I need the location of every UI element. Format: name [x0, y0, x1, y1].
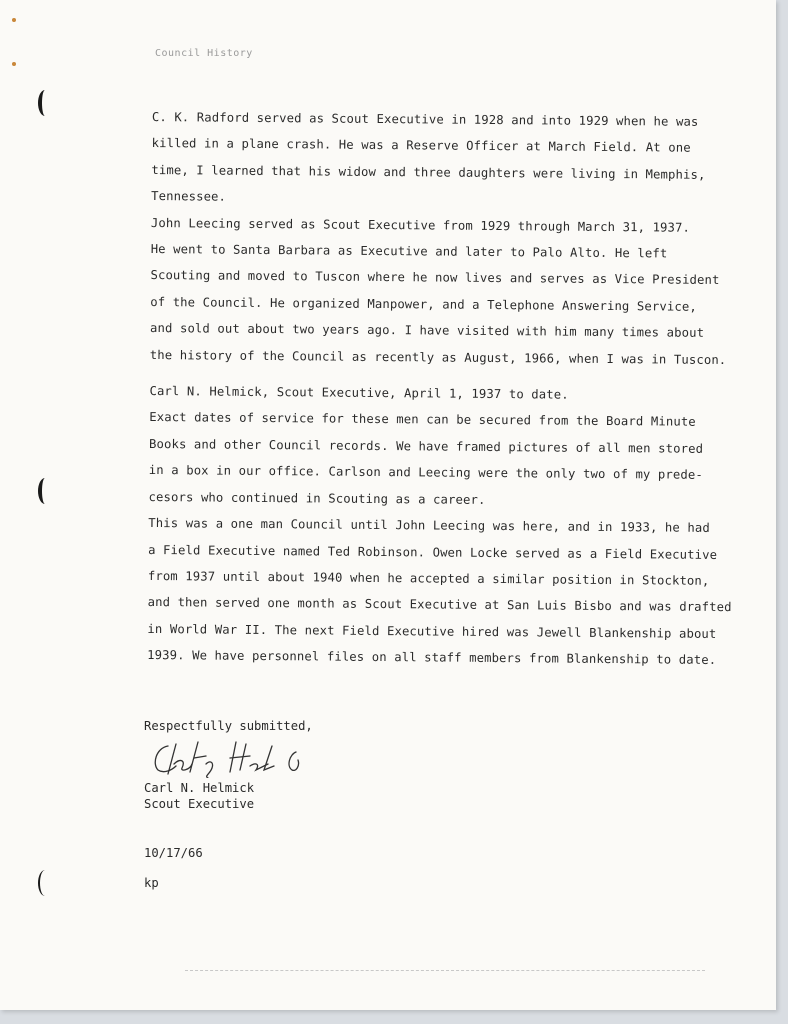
- text-line: and sold out about two years ago. I have visited with him many times about: [149, 321, 705, 341]
- punch-hole-icon: [38, 90, 52, 116]
- page-edge-mark: [185, 970, 705, 971]
- text-line: from 1937 until about 1940 when he accepted a similar position in Stockton,: [147, 568, 710, 588]
- signer-title: Scout Executive: [144, 797, 255, 811]
- text-line: and then served one month as Scout Executive at San Luis Bisbo and was drafted: [147, 595, 732, 615]
- text-line: Books and other Council records. We have framed pictures of all men stored: [148, 436, 704, 456]
- stain-mark: [12, 62, 16, 66]
- document-date: 10/17/66: [144, 846, 203, 860]
- text-line: in a box in our office. Carlson and Leecing were the only two of my prede-: [148, 463, 703, 483]
- text-line: C. K. Radford served as Scout Executive in 1928 and into 1929 when he was: [151, 109, 699, 129]
- closing-salutation: Respectfully submitted,: [144, 719, 313, 733]
- signer-name: Carl N. Helmick: [144, 781, 255, 795]
- text-line: time, I learned that his widow and three daughters were living in Memphis,: [151, 162, 706, 182]
- handwritten-signature-icon: [146, 736, 316, 778]
- text-line: killed in a plane crash. He was a Reserve Officer at March Field. At one: [151, 136, 691, 156]
- text-line: the history of the Council as recently as August, 1966, when I was in Tuscon.: [149, 347, 727, 367]
- typist-initials: kp: [144, 876, 159, 890]
- text-line: Exact dates of service for these men can be secured from the Board Minute: [149, 410, 696, 430]
- text-line: Scouting and moved to Tuscon where he now lives and serves as Vice President: [150, 268, 720, 288]
- document-header: Council History: [155, 48, 253, 59]
- text-line: of the Council. He organized Manpower, and a Telephone Answering Service,: [150, 294, 697, 314]
- text-line: John Leecing served as Scout Executive from 1929 through March 31, 1937.: [150, 215, 691, 235]
- punch-hole-icon: [38, 478, 52, 504]
- text-line: a Field Executive named Ted Robinson. Owen Locke served as a Field Executive: [148, 542, 718, 562]
- text-line: in World War II. The next Field Executive hired was Jewell Blankenship about: [147, 621, 717, 641]
- text-line: He went to Santa Barbara as Executive and later to Palo Alto. He left: [150, 242, 668, 261]
- punch-hole-icon: [38, 870, 52, 896]
- document-body: [147, 104, 732, 673]
- text-line: cesors who continued in Scouting as a career.: [148, 489, 486, 507]
- stain-mark: [12, 18, 16, 22]
- signature-block: [144, 718, 316, 812]
- text-line: Carl N. Helmick, Scout Executive, April 1, 1937 to date.: [149, 384, 569, 402]
- text-line: Tennessee.: [151, 189, 227, 204]
- text-line: This was a one man Council until John Leecing was here, and in 1933, he had: [148, 516, 710, 535]
- text-line: 1939. We have personnel files on all staff members from Blankenship to date.: [147, 648, 717, 668]
